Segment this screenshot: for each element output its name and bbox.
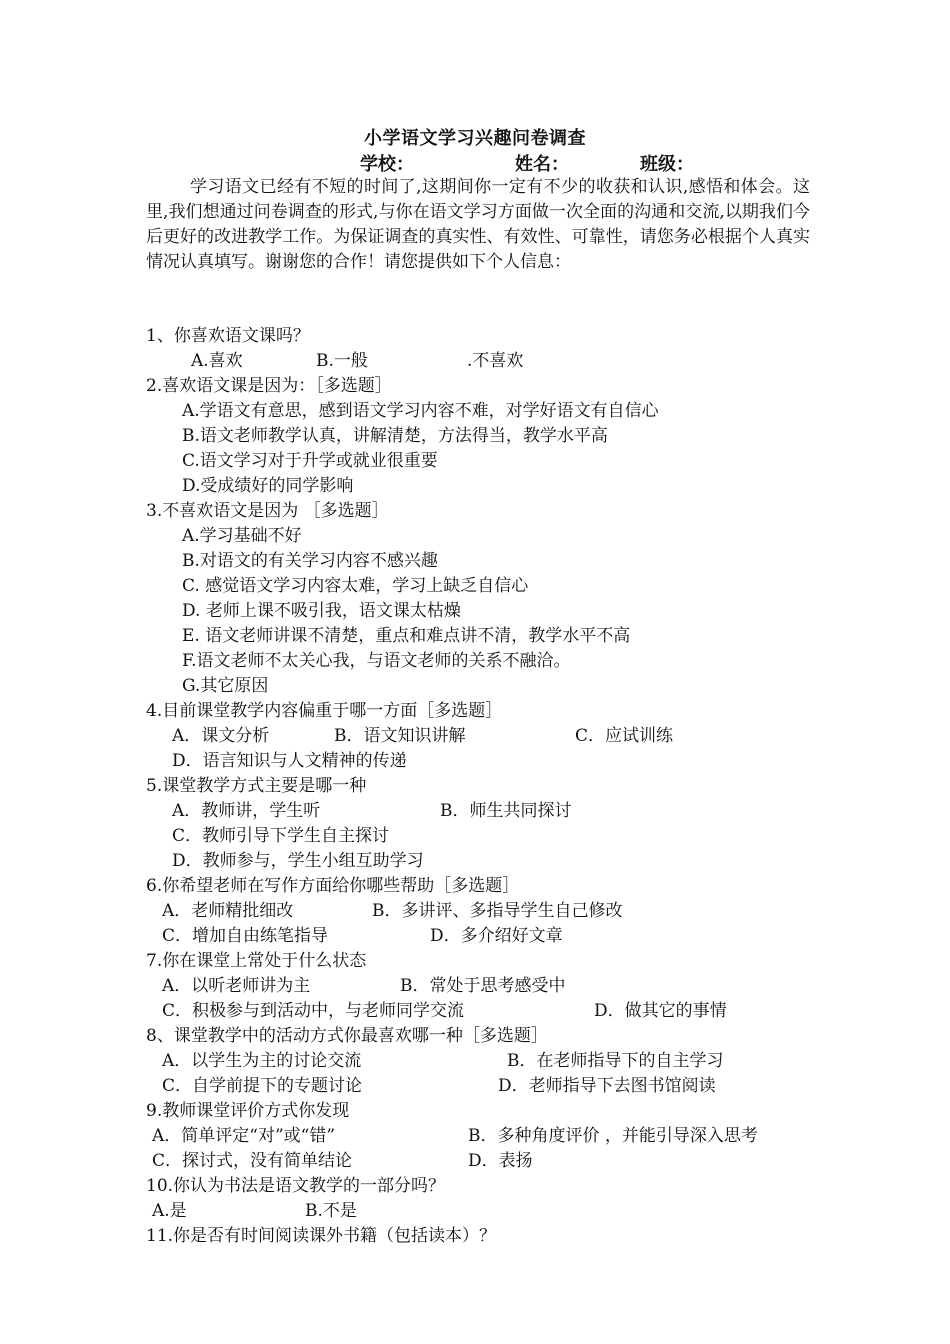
q1-option-b: B.一般 xyxy=(316,351,368,371)
school-field-label: 学校： xyxy=(360,154,414,175)
question-2: 2.喜欢语文课是因为：［多选题］ xyxy=(146,376,392,396)
q2-option-b: B.语文老师教学认真，讲解清楚，方法得当，教学水平高 xyxy=(182,426,608,446)
q6-option-c: C．增加自由练笔指导 xyxy=(162,926,329,946)
q9-option-c: C．探讨式，没有简单结论 xyxy=(152,1151,353,1171)
question-11: 11.你是否有时间阅读课外书籍（包括读本）？ xyxy=(146,1226,497,1246)
question-5: 5.课堂教学方式主要是哪一种 xyxy=(146,776,367,796)
q7-option-b: B．常处于思考感受中 xyxy=(400,976,566,996)
q3-option-b: B.对语文的有关学习内容不感兴趣 xyxy=(182,551,438,571)
q1-option-c: .不喜欢 xyxy=(467,351,524,371)
q8-option-d: D．老师指导下去图书馆阅读 xyxy=(498,1076,716,1096)
q3-option-e: E. 语文老师讲课不清楚，重点和难点讲不清，教学水平不高 xyxy=(182,626,631,646)
q4-option-b: B．语文知识讲解 xyxy=(334,726,466,746)
q6-option-b: B．多讲评、多指导学生自己修改 xyxy=(372,901,623,921)
question-1: 1、你喜欢语文课吗？ xyxy=(146,326,310,346)
q9-option-d: D．表扬 xyxy=(468,1151,533,1171)
q3-option-g: G.其它原因 xyxy=(182,676,269,696)
q3-option-c: C. 感觉语文学习内容太难，学习上缺乏自信心 xyxy=(182,576,529,596)
class-field-label: 班级： xyxy=(640,154,694,175)
q6-option-a: A．老师精批细改 xyxy=(162,901,294,921)
q9-option-a: A．简单评定“对”或“错” xyxy=(152,1126,336,1146)
q7-option-d: D．做其它的事情 xyxy=(594,1001,727,1021)
q3-option-a: A.学习基础不好 xyxy=(182,526,302,546)
q1-option-a: A.喜欢 xyxy=(191,351,243,371)
question-3: 3.不喜欢语文是因为 ［多选题］ xyxy=(146,501,389,521)
intro-paragraph: 学习语文已经有不短的时间了,这期间你一定有不少的收获和认识,感悟和体会。这里,我们想通过问卷调查的形式,与你在语文学习方面做一次全面的沟通和交流,以期我们今后更好的改进教学工作。为保证调查的真实性、有效性、可靠性，请您务必根据个人真实情况认真填写。谢谢您的合作！请您提供如下个人信息： xyxy=(146,177,810,272)
q8-option-a: A．以学生为主的讨论交流 xyxy=(162,1051,362,1071)
q4-option-d: D．语言知识与人文精神的传递 xyxy=(172,751,407,771)
q7-option-a: A．以听老师讲为主 xyxy=(162,976,311,996)
question-4: 4.目前课堂教学内容偏重于哪一方面［多选题］ xyxy=(146,701,503,721)
q5-option-a: A．教师讲，学生听 xyxy=(172,801,321,821)
q9-option-b: B．多种角度评价 ，并能引导深入思考 xyxy=(468,1126,758,1146)
q8-option-c: C．自学前提下的专题讨论 xyxy=(162,1076,363,1096)
q5-option-c: C．教师引导下学生自主探讨 xyxy=(172,826,390,846)
q10-option-b: B.不是 xyxy=(305,1201,357,1221)
name-field-label: 姓名： xyxy=(515,154,569,175)
q5-option-d: D．教师参与，学生小组互助学习 xyxy=(172,851,424,871)
q3-option-d: D. 老师上课不吸引我，语文课太枯燥 xyxy=(182,601,461,621)
q2-option-a: A.学语文有意思，感到语文学习内容不难，对学好语文有自信心 xyxy=(182,401,659,421)
question-7: 7.你在课堂上常处于什么状态 xyxy=(146,951,367,971)
q8-option-b: B．在老师指导下的自主学习 xyxy=(507,1051,724,1071)
q3-option-f: F.语文老师不太关心我，与语文老师的关系不融洽。 xyxy=(182,651,571,671)
q5-option-b: B．师生共同探讨 xyxy=(440,801,572,821)
q2-option-d: D.受成绩好的同学影响 xyxy=(182,476,354,496)
q4-option-c: C．应试训练 xyxy=(575,726,674,746)
q7-option-c: C．积极参与到活动中，与老师同学交流 xyxy=(162,1001,465,1021)
q2-option-c: C.语文学习对于升学或就业很重要 xyxy=(182,451,438,471)
question-6: 6.你希望老师在写作方面给你哪些帮助［多选题］ xyxy=(146,876,520,896)
question-9: 9.教师课堂评价方式你发现 xyxy=(146,1101,350,1121)
q10-option-a: A.是 xyxy=(152,1201,187,1221)
question-10: 10.你认为书法是语文教学的一部分吗？ xyxy=(146,1176,446,1196)
page-title: 小学语文学习兴趣问卷调查 xyxy=(364,128,586,149)
q6-option-d: D．多介绍好文章 xyxy=(430,926,563,946)
question-8: 8、课堂教学中的活动方式你最喜欢哪一种［多选题］ xyxy=(146,1026,548,1046)
q4-option-a: A．课文分析 xyxy=(172,726,270,746)
